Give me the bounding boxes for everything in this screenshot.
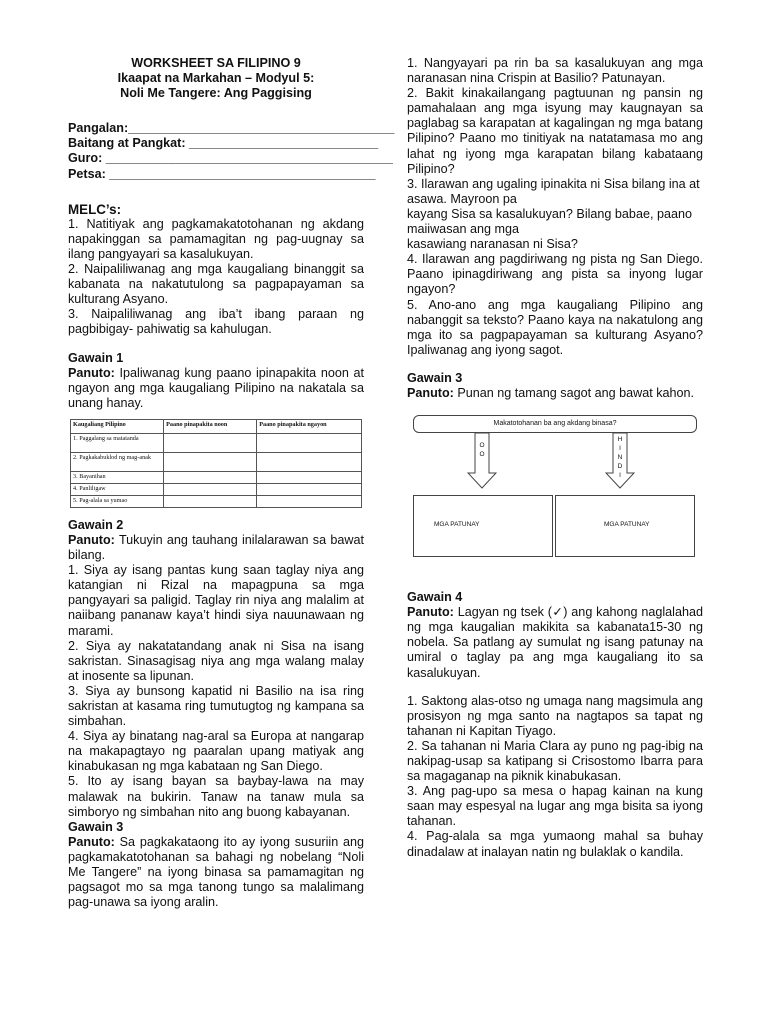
gawain1-heading: Gawain 1 (68, 350, 124, 365)
question-item: kasawiang naranasan ni Sisa? (407, 237, 578, 252)
table-header: Paano pinapakita ngayon (257, 419, 362, 433)
answer-cell[interactable] (164, 483, 257, 495)
question-item: 2. Bakit kinakailangang pagtuunan ng pansin ng pamahalaan ang mga isyung may kaugnayan sa paglabag sa karapatan at kagalingan ng mga batang Pilipino? Paano mo tinitiyak na natatamasa mo ang lahat ng iyong mga karapatan bilang kabataang Pilipino? (407, 86, 703, 176)
panuto-label: Panuto: (68, 532, 115, 547)
worksheet-subtitle: Ikaapat na Markahan – Modyul 5: (117, 71, 315, 86)
instruction-text: Tukuyin ang tauhang inilalarawan sa bawat bilang. (68, 532, 364, 563)
question-item: kayang Sisa sa kasalukuyan? Bilang babae, paano maiiwasan ang mga (407, 206, 692, 237)
answer-cell[interactable] (164, 471, 257, 483)
gawain2-item: 5. Ito ay isang bayan sa baybay-lawa na may malawak na bukirin. Tanaw na tanaw mula sa simboryo ng simbahan nito ang buong kabayanan. (68, 774, 364, 819)
answer-cell[interactable] (164, 452, 257, 471)
question-item: 4. Ilarawan ang pagdiriwang ng pista ng San Diego. Paano ipinagdiriwang ang pista sa inyong lugar ngayon? (407, 252, 703, 297)
patunay-label: MGA PATUNAY (604, 521, 650, 529)
answer-diagram (407, 407, 703, 567)
answer-cell[interactable] (257, 483, 362, 495)
date-field[interactable]: Petsa: ______________________________________ (68, 166, 376, 181)
gawain2-heading: Gawain 2 (68, 517, 124, 532)
gawain4-item: 3. Ang pag-upo sa mesa o hapag kainan na kung saan may espesyal na lugar ang mga bisita sa iyong tahanan. (407, 784, 703, 829)
gawain2-instruction (68, 533, 364, 563)
left-patunay-box[interactable] (413, 495, 553, 557)
grade-section-field[interactable]: Baitang at Pangkat: ___________________________ (68, 136, 379, 151)
table-cell: 3. Bayanihan (71, 471, 164, 483)
panuto-label: Panuto: (407, 385, 454, 400)
gawain3b-instruction (407, 386, 703, 401)
melc-item: 2. Naipaliliwanag ang mga kaugaliang binanggit sa kabanata na nakatutulong sa pagpapayaman sa kulturang Asyano. (68, 262, 364, 307)
table-cell: 2. Pagkakabuklod ng mag-anak (71, 452, 164, 471)
panuto-label: Panuto: (68, 834, 115, 849)
table-row (71, 433, 362, 452)
panuto-label: Panuto: (68, 365, 115, 380)
instruction-text: Punan ng tamang sagot ang bawat kahon. (453, 385, 695, 400)
gawain3-heading: Gawain 3 (68, 819, 124, 834)
gawain1-instruction (68, 366, 364, 411)
question-item: 3. Ilarawan ang ugaling ipinakita ni Sisa bilang ina at asawa. Mayroon pa (407, 176, 700, 206)
worksheet-topic: Noli Me Tangere: Ang Paggising (120, 86, 312, 101)
table-cell: 1. Paggalang sa matatanda (71, 433, 164, 452)
answer-cell[interactable] (257, 433, 362, 452)
gawain2-item: 4. Siya ay binatang nag-aral sa Europa at nangarap na makapagtayo ng paaralan upang matiyak ang kinabukasan ng mga kabataan ng San Diego. (68, 729, 364, 774)
table-row (71, 483, 362, 495)
answer-cell[interactable] (164, 433, 257, 452)
table-cell: 4. Panliligaw (71, 483, 164, 495)
table-cell: 5. Pag-alala sa yumao (71, 495, 164, 507)
table-header: Kaugaliang Pilipino (71, 419, 164, 433)
gawain3b-heading: Gawain 3 (407, 370, 463, 385)
gawain2-item: 1. Siya ay isang pantas kung saan taglay niya ang katangian ni Rizal na mapagpuna sa mga pangyayari sa paligid. Taglay rin niya ang malalim at naiibang pananaw kaya’t hindi siya nauunawaan ng marami. (68, 563, 364, 638)
question-item: 5. Ano-ano ang mga kaugaliang Pilipino ang nabanggit sa teksto? Paano kaya na nakatulong ang mga ito sa pagpapayaman sa kulturang Asyano? Ipaliwanag ang iyong sagot. (407, 297, 703, 357)
kaugalian-table (70, 419, 362, 508)
right-patunay-box[interactable] (555, 495, 695, 557)
right-column (407, 56, 703, 860)
table-row (71, 471, 362, 483)
name-field[interactable]: Pangalan:______________________________________ (68, 121, 395, 136)
table-row (71, 452, 362, 471)
table-header: Paano pinapakita noon (164, 419, 257, 433)
answer-cell[interactable] (164, 495, 257, 507)
oo-label: O O (479, 442, 485, 459)
melc-item: 1. Natitiyak ang pagkamakatotohanan ng akdang napakinggan sa pamamagitan ng pag-uugnay sa ilang pangyayari sa kasalukuyan. (68, 216, 364, 261)
answer-cell[interactable] (257, 452, 362, 471)
gawain4-item: 2. Sa tahanan ni Maria Clara ay puno ng pag-ibig na nakipag-usap sa katipang si Crisostomo Ibarra para sa magaganap na piknik kinabukasan. (407, 738, 703, 784)
worksheet-title: WORKSHEET SA FILIPINO 9 (131, 56, 301, 70)
gawain2-item: 3. Siya ay bunsong kapatid ni Basilio na isa ring sakristan at kasama ring tumutugtog ng kampana sa simbahan. (68, 683, 364, 729)
diagram-question-box: Makatotohanan ba ang akdang binasa? (413, 415, 697, 433)
melc-heading: MELC’s: (68, 201, 122, 217)
instruction-text: Lagyan ng tsek (✓) ang kahong naglalahad ng mga kaugalian makikita sa kabanata15-30 ng nobela. Sa patlang ay sumulat ng isang patunay na umiral o taglay pa ang mga kaugaliang ito sa kasalukuyan. (407, 605, 703, 680)
melc-item: 3. Naipaliliwanag ang iba’t ibang paraan ng pagbibigay- pahiwatig sa kahulugan. (68, 307, 364, 337)
answer-cell[interactable] (257, 471, 362, 483)
instruction-text: Sa pagkakataong ito ay iyong susuriin ang pagkamakatotohanan sa bahagi ng nobelang “Noli Me Tangere” na iyong binasa sa pamamagitan ng pagsagot mo sa mga tanong tungo sa malalimang pag-unawa sa iyong aralin. (68, 834, 364, 910)
gawain4-item: 1. Saktong alas-otso ng umaga nang magsimula ang prosisyon ng mga santo na nagtapos sa tapat ng tahanan ni Kapitan Tiyago. (407, 693, 703, 738)
panuto-label: Panuto: (407, 605, 454, 620)
teacher-field[interactable]: Guro: _________________________________________ (68, 151, 393, 166)
table-row (71, 495, 362, 507)
patunay-label: MGA PATUNAY (434, 521, 480, 529)
hindi-label: H I N D I (617, 436, 623, 480)
gawain4-item: 4. Pag-alala sa mga yumaong mahal sa buhay dinadalaw at inalayan natin ng bulaklak o kandila. (407, 829, 703, 859)
gawain2-item: 2. Siya ay nakatatandang anak ni Sisa na isang sakristan. Sinasagisag niya ang mga walang malay at inosente sa lipunan. (68, 638, 364, 683)
instruction-text: Ipaliwanag kung paano ipinapakita noon at ngayon ang mga kaugaliang Pilipino na nakatala sa unang hanay. (68, 365, 364, 410)
left-column (68, 56, 395, 910)
gawain4-heading: Gawain 4 (407, 590, 463, 605)
gawain3-instruction (68, 835, 364, 910)
gawain4-instruction (407, 605, 703, 680)
answer-cell[interactable] (257, 495, 362, 507)
question-item: 1. Nangyayari pa rin ba sa kasalukuyan ang mga naranasan nina Crispin at Basilio? Patunayan. (407, 56, 703, 86)
